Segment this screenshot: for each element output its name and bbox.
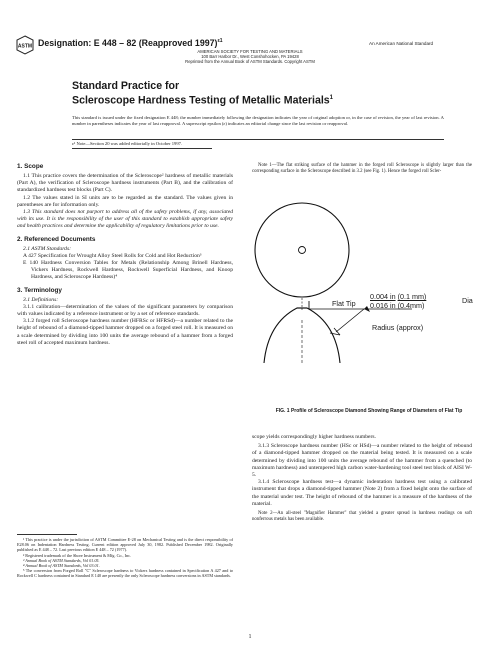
section-2-title: 2. Referenced Documents (17, 235, 96, 243)
footnote-5: ⁵ The conversion from Forged Roll "C" Scleroscope hardness to Vickers hardness contained in Specification A 427 and to Rockwell C hardness contained in Standard E 140 are presently the only Scleroscope hardness conversions in ASTM standards. (17, 568, 233, 579)
para-1-3: 1.3 This standard does not purport to address all of the safety problems, if any, associated with its use. It is the responsibility of the user of this standard to establish appropriate safety and health practices and determine the applicability of regulatory limitations prior to use. (17, 209, 233, 230)
left-column (17, 163, 233, 347)
para-2-1: 2.1 ASTM Standards: (23, 245, 72, 252)
footnote-divider (17, 534, 77, 535)
designation (38, 38, 223, 48)
society-block (0, 49, 500, 65)
fig-dimension-block (370, 292, 426, 310)
para-3-1: 3.1 Definitions: (23, 296, 59, 303)
section-3-title: 3. Terminology (17, 286, 62, 294)
title-sup: 1 (329, 95, 334, 101)
designation-sup: ε1 (217, 38, 223, 45)
note-1: Note 1—The flat striking surface of the hammer in the forged roll Scleroscope is slightly larger than the corresponding surface in the Scleroscope described in 3.2 (see Fig. 1). Hence the forged roll Scler- (252, 163, 472, 175)
note-2: Note 2—An all-steel "Magnifier Hammer" that yielded a greater spread in hardness readings on soft nonferrous metals has been available. (252, 511, 472, 523)
logo-text: ASTM (17, 43, 33, 50)
issuance-statement: This standard is issued under the fixed designation E 448; the number immediately following the designation indicates the year of original adoption or, in the case of revision, the year of last revision. A number in parentheses indicates the year of last reapproval. A superscript epsilon (ε) indicates an editorial change since the last revision or reapproval. (72, 115, 444, 126)
fig-dia-label: Dia (462, 296, 473, 305)
fig-flat-tip-label: Flat Tip (332, 299, 356, 308)
para-3-1-3: 3.1.3 Scleroscope hardness number (HSc or HSd)—a number related to the height of rebound of a diamond-tipped hammer dropped on the material being tested. It is measured on a scale determined by dividing into 100 units the average rebound of the hammer from a quenched (to maximum hardness) and untempered high carbon water-hardening tool steel test block of AISI W-5. (252, 443, 472, 479)
top-divider (72, 139, 444, 140)
figure-caption: FIG. 1 Profile of Scleroscope Diamond Showing Range of Diameters of Flat Tip (275, 408, 463, 414)
section-1-title: 1. Scope (17, 163, 44, 170)
society-line2: 100 Barr Harbor Dr., West Conshohocken, PA 19428 (201, 54, 299, 60)
footnotes (17, 537, 233, 579)
right-column-lower (252, 434, 472, 523)
epsilon-note: ε¹ Note—Section 20 was added editorially in October 1997. (72, 141, 183, 146)
page-title (72, 80, 333, 107)
title-line2: Scleroscope Hardness Testing of Metallic Materials (72, 94, 330, 107)
american-national-standard: An American National Standard (369, 41, 434, 46)
para-3-1-2: 3.1.2 forged roll Scleroscope hardness number (HFRSc or HFRSd)—a number related to the height of rebound of a diamond-tipped hammer dropped on a forged steel roll. It is measured on a scale determined by dividing into 100 units the average rebound of a hammer from a forged steel roll of accepted maximum hardness. (17, 318, 233, 346)
para-1-2: 1.2 The values stated in SI units are to be regarded as the standard. The values given in parentheses are for information only. (17, 194, 233, 208)
cont-text: scope yields correspondingly higher hardness numbers. (252, 434, 376, 440)
fig-dim1: 0.004 in (370, 292, 396, 301)
para-3-1-4: 3.1.4 Scleroscope hardness test—a dynamic indentation hardness test using a calibrated instrument that drops a diamond-tipped hammer (Note 2) from a fixed height onto the surface of the material under test. The height of rebound of the hammer is a measure of the hardness of the material. (252, 479, 472, 507)
footnote-3: ³ Annual Book of ASTM Standards, Vol 01.05. (23, 557, 100, 563)
footnote-2: ² Registered trademark of the Shore Instrument & Mfg. Co., Inc. (23, 552, 132, 558)
designation-text: Designation: E 448 – 82 (Reapproved 1997) (38, 38, 218, 48)
figure-1 (252, 185, 482, 380)
title-line1: Standard Practice for (72, 80, 180, 92)
page-number: 1 (248, 634, 252, 640)
para-3-1-1: 3.1.1 calibration—determination of the values of the significant parameters by comparison with values indicated by a reference instrument or by a set of reference standards. (17, 303, 233, 318)
para-1-1: 1.1 This practice covers the determination of the Scleroscope² hardness of metallic materials (Part A), the verification of Scleroscope hardness instruments (Part B), and the calibration of standardized hardness test blocks (Part C). (17, 173, 233, 194)
fig-dim1-mm: (0.1 mm) (397, 292, 427, 301)
top-divider-2 (72, 148, 212, 149)
footnote-4: ⁴ Annual Book of ASTM Standards, Vol 03.01. (23, 563, 100, 569)
society-line1: AMERICAN SOCIETY FOR TESTING AND MATERIALS (197, 49, 303, 54)
footnote-1: ¹ This practice is under the jurisdiction of ASTM Committee E-28 on Mechanical Testing and is the direct responsibility of E28.06 on Indentation Hardness Testing. Current edition approved July 30, 1982. Published December 1982. Originally published as E 448 – 72. Last previous edition E 448 – 72 (1977). (17, 537, 233, 553)
society-line3: Reprinted from the Annual Book of ASTM Standards. Copyright ASTM (185, 59, 315, 65)
fig-dim2: 0.016 in (370, 301, 396, 310)
ref-a427: A 427 Specification for Wrought Alloy Steel Rolls for Cold and Hot Reduction³ (23, 252, 202, 259)
scleroscope-diamond-drawing (252, 185, 482, 380)
ref-e140: E 140 Hardness Conversion Tables for Metals (Relationship Among Brinell Hardness, Vickers Hardness, Rockwell Hardness, Rockwell Superficial Hardness, and Knoop Hardness, and Scleroscope Hardness)⁴ (23, 260, 233, 281)
fig-radius-label: Radius (approx) (372, 323, 424, 332)
fig-dim2-mm: (0.4mm) (397, 301, 425, 310)
